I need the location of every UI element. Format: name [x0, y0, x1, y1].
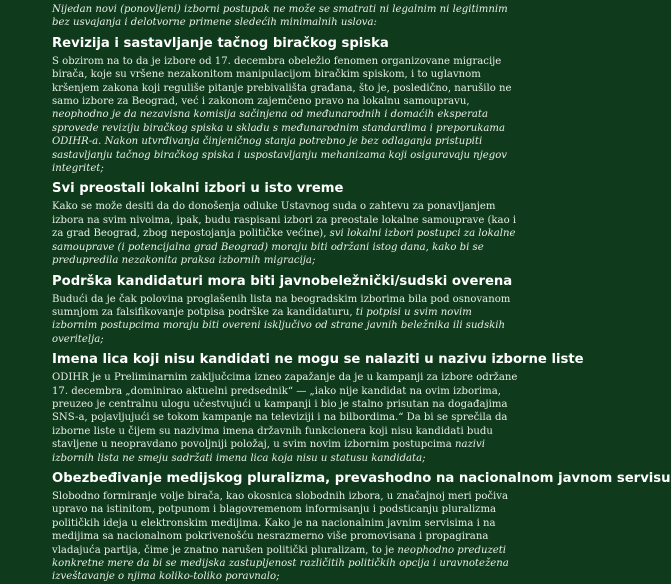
body-text: Budući da je čak polovina proglašenih lista na beogradskim izborima bila pod osnovanom sumnjom za falsifikovanje potpisa podrške za kandidaturu,: [52, 293, 511, 318]
section-body-list-names: [52, 371, 518, 465]
section-title-local-elections: Svi preostali lokalni izbori u isto vreme: [52, 181, 344, 197]
section-body-notary-certification: [52, 293, 518, 347]
section-title-notary-certification: Podrška kandidaturi mora biti javnobeležnički/sudski overena: [52, 273, 513, 289]
body-italic-text: svi lokalni izbori postupci za lokalne samouprave (i potencijalna grad Beograd) moraju biti održani istog dana, kako bi se predupredila nezakonita praksa izbornih migracija;: [52, 228, 516, 267]
body-text: Slobodno formiranje volje birača, kao okosnica slobodnih izbora, u značajnoj meri počiva upravo na istinitom, potpunom i blagovremenom informisanju i podsticanju pluralizma političkih ideja u elektronskim medijima. Kako je na nacionalnim javnim servisima i na medijima sa nacionalnom pokrivenošću nesrazmerno više promovisana i propagirana vladajuća partija, čime je znatno narušen politički pluralizam, to je: [52, 490, 508, 556]
body-text: S obzirom na to da je izbore od 17. decembra obeležio fenomen organizovane migracije birača, koje su vršene nezakonitom manipulacijom biračkim spiskom, i to uglavnom kršenjem zakona koji reguliše pitanje prebivališta građana, što je, posledično, narušilo ne samo izbore za Beograd, već i zakonom zajemčeno pravo na lokalnu samoupravu,: [52, 55, 512, 108]
section-body-voter-list: [52, 55, 518, 176]
body-italic-text: ti potpisi u svim novim izbornim postupcima moraju biti overeni isključivo od strane javnih beležnika ili sudskih overitelja;: [52, 306, 505, 345]
body-text: ODIHR je u Preliminarnim zaključcima izneo zapažanje da je u kampanji za izbore održane 17. decembra „dominirao aktuelni predsednik“ — „iako nije kandidat na ovim izborima, preuzeo je centralnu ulogu učestvujući u kampanji i bio je stalno prisutan na događajima SNS-a, pojavljujući se tokom kampanje na televiziji i na bilbordima.“ Da bi se sprečila da izborne liste u čijem su nazivima imena državnih funkcionera koji nisu kandidati budu stavljene u neopravdano povoljniji položaj, u svim novim izbornim postupcima: [52, 372, 518, 451]
section-title-list-names: Imena lica koji nisu kandidati ne mogu se nalaziti u nazivu izborne liste: [52, 352, 584, 368]
intro-paragraph: Nijedan novi (ponovljeni) izborni postupak ne može se smatrati ni legalnim ni legitimnim bez usvajanja i delotvorne primene sledećih minimalnih uslova:: [52, 4, 508, 29]
body-italic-text: neophodno je da nezavisna komisija sačinjena od međunarodnih i domaćih eksperata sprovede reviziju biračkog spiska u skladu s međunarodnim standardima i preporukama ODIHR-a. Nakon utvrđivanja činjeničnog stanja potrebno je bez odlaganja pristupiti sastavljanju tačnog biračkog spiska i uspostavljanju mehanizama koji osiguravaju njegov integritet;: [52, 109, 507, 175]
body-text: Kako se može desiti da do donošenja odluke Ustavnog suda o zahtevu za ponavljanjem izbora na svim nivoima, ipak, budu raspisani izbori za preostale lokalne samouprave (kao i za grad Beograd, zbog nepostojanja političke većine),: [52, 201, 517, 240]
section-title-voter-list: Revizija i sastavljanje tačnog biračkog spiska: [52, 35, 389, 51]
section-title-media-pluralism: Obezbeđivanje medijskog pluralizma, prevashodno na nacionalnom javnom servisu: [52, 470, 671, 486]
section-body-media-pluralism: [52, 490, 518, 584]
body-italic-text: nazivi izbornih lista ne smeju sadržati imena lica koja nisu u statusu kandidata;: [52, 439, 485, 464]
section-body-local-elections: [52, 200, 518, 267]
body-italic-text: neophodno preduzeti konkretne mere da bi se medijska zastupljenost različitih političkih opcija i uravnotežena izveštavanje o njima koliko-toliko poravnalo;: [52, 544, 509, 583]
document-page: [0, 3, 671, 583]
